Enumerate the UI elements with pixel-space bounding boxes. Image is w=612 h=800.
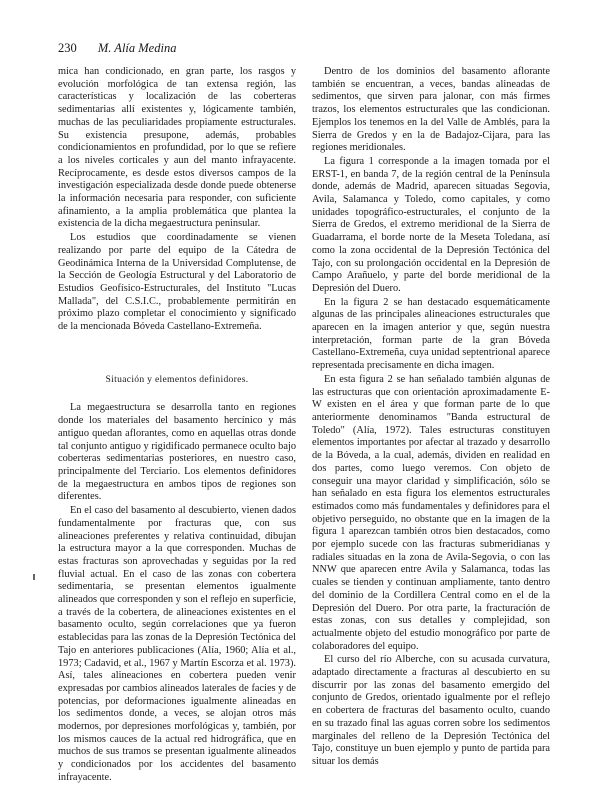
paragraph: mica han condicionado, en gran parte, los rasgos y evolución morfológica de tan extensa región, las características y localización de las coberteras sedimentarias allí existentes y, lógicamente también, muchas de las peculiaridades propiamente estructurales. Su existencia presupone, además, probables condicionamientos en profundidad, por lo que se refiere a los niveles corticales y aun del manto infrayacente. Recíprocamente, es desde estos diversos campos de la investigación especializada desde donde puede obtenerse la información necesaria para responder, con suficiente afinamiento, a la amplia problemática que plantea la existencia de la dicha megaestructura peninsular.	[58, 66, 296, 230]
paragraph: Dentro de los dominios del basamento aflorante también se encuentran, a veces, bandas alineadas de sedimentos, que sirven para jalonar, con más firmes trazos, los elementos estructurales que las condicionan. Ejemplos los tenemos en la del Valle de Amblés, para la Sierra de Gredos y en la de Badajoz-Cijara, para las regiones meridionales.	[312, 66, 550, 154]
page-number: 230	[58, 41, 77, 55]
paragraph: En la figura 2 se han destacado esquemáticamente algunas de las principales alineaciones estructurales que aparecen en la imagen anterior y que, según nuestra interpretación, forman parte de la gran Bóveda Castellano-Extremeña, cuya unidad septentrional aparece representada precisamente en dicha imagen.	[312, 296, 550, 372]
section-heading: Situación y elementos definidores.	[105, 373, 249, 385]
paragraph: Los estudios que coordinadamente se vienen realizando por parte del equipo de la Cátedra de Geodinámica Interna de la Universidad Complutense, de la Sección de Geología Estructural y del Laboratorio de Estudios Geofísico-Estructurales, del Instituto "Lucas Mallada", del C.S.I.C., probablemente permitirán en próximo plazo completar el conocimiento y significado de la mencionada Bóveda Castellano-Extremeña.	[58, 232, 296, 333]
margin-mark	[33, 574, 35, 580]
running-title: M. Alía Medina	[97, 41, 177, 55]
left-column	[58, 66, 296, 785]
running-header	[58, 41, 176, 56]
paragraph: La megaestructura se desarrolla tanto en regiones donde los materiales del basamento hercínico y más antiguo quedan aflorantes, como en aquellas otras donde tal conjunto antiguo y rigidificado permanece oculto bajo coberteras sedimentarias posteriores, en nuestro caso, principalmente del Terciario. Los elementos definidores de la megaestructura en ambos tipos de regiones son diferentes.	[58, 402, 296, 503]
paragraph: En esta figura 2 se han señalado también algunas de las estructuras que con orientación aproximadamente E-W existen en el área y que forman parte de lo que anteriormente denominamos "Banda estructural de Toledo" (Alía, 1972). Tales estructuras constituyen elementos importantes por afectar al trazado y desarrollo de la Bóveda, a la cual, además, dividen en realidad en dos partes, como luego veremos. Con objeto de conseguir una mayor claridad y simplificación, sólo se han señalado en esta figura los elementos estructurales estimados como más fundamentales y definidores para el objetivo perseguido, no obstante que en la imagen de la figura 1 aparezcan también otros bien destacados, como por ejemplo sucede con las fracturas submeridianas y radiales situadas en la zona de Avila-Segovia, o con las NNW que aparecen entre Avila y Salamanca, todas las cuales se tienden y continuan ampliamente, tanto dentro del dominio de la Cordillera Central como en el de la Depresión del Duero. Por otra parte, la fracturación de estas zonas, con sus detalles y complejidad, son actualmente objeto del estudio monográfico por parte de colaboradores del equipo.	[312, 373, 550, 652]
paragraph: El curso del río Alberche, con su acusada curvatura, adaptado directamente a fracturas al descubierto en su discurrir por las zonas del basamento emergido del conjunto de Gredos, orientado igualmente por el reflejo en cobertera de fracturas del basamento oculto, cuando en su trazado final las aguas corren sobre los sedimentos marginales del relleno de la Depresión Tectónica del Tajo, constituye un buen ejemplo y punto de partida para situar los demás	[312, 654, 550, 767]
paragraph: En el caso del basamento al descubierto, vienen dados fundamentalmente por fracturas que, con sus alineaciones preferentes y relativa continuidad, dibujan la estructura mayor a la que corresponden. Muchas de estas fracturas son aprovechadas y seguidas por la red fluvial actual. En el caso de las zonas con cobertera sedimentaria, se presentan elementos igualmente alineados que corresponden y son el reflejo en superficie, a través de la cobertera, de alineaciones existentes en el basamento oculto, según correlaciones que ya fueron establecidas para las zonas de la Depresión Tectónica del Tajo en anteriores publicaciones (Alía, 1960; Alía et al., 1973; Cadavid, et al., 1967 y Martín Escorza et al. 1973). Así, tales alineaciones en cobertera pueden venir expresadas por cambios alineados laterales de facies y de potencias, por deformaciones igualmente alineadas en los sedimentos donde, a veces, se alojan otros más modernos, por depresiones morfológicas y, también, por los mismos cauces de la actual red hidrográfica, que en muchos de sus tramos se presentan igualmente alineados y condicionados por los accidentes del basamento infrayacente.	[58, 505, 296, 783]
right-column	[312, 66, 550, 769]
paragraph: La figura 1 corresponde a la imagen tomada por el ERST-1, en banda 7, de la región central de la Península donde, además de Madrid, aparecen situadas Segovia, Avila, Salamanca y Toledo, como capitales, y como unidades topográfico-estructurales, el conjunto de la Sierra de Gredos, el extremo meridional de la Sierra de Guadarrama, el borde norte de la Meseta Toledana, así como la zona occidental de la Depresión Tectónica del Tajo, con su prolongación occidental en la Depresión de Campo Arañuelo, y parte del borde meridional de la Depresión del Duero.	[312, 155, 550, 294]
